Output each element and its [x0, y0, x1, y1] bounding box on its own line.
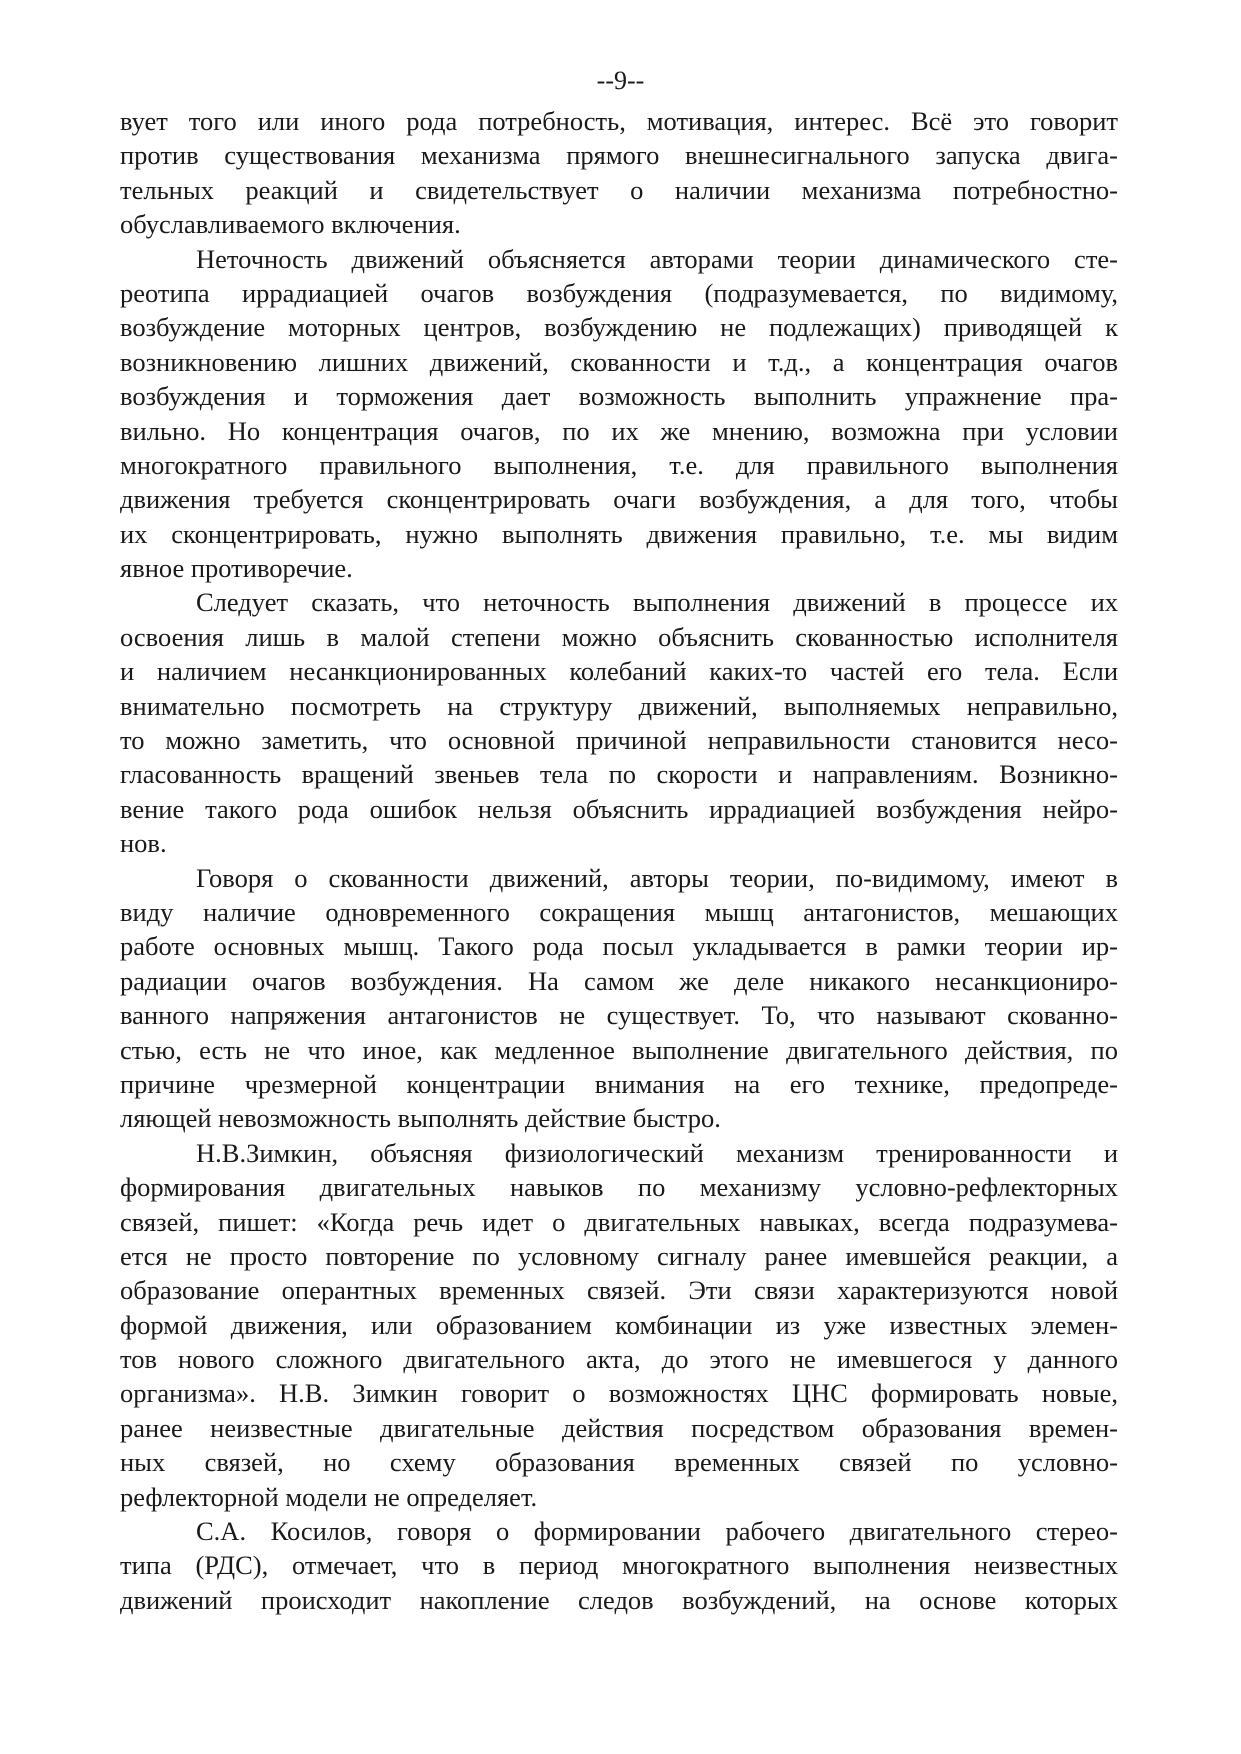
- text-line: тельных реакций и свидетельствует о наличии механизма потребностно-: [120, 174, 1118, 205]
- text-line: виду наличие одновременного сокращения мышц антагонистов, мешающих: [120, 896, 1118, 927]
- text-line: явное противоречие.: [120, 553, 353, 584]
- text-line: реотипа иррадиацией очагов возбуждения (подразумевается, по видимому,: [120, 277, 1118, 308]
- text-line: вение такого рода ошибок нельзя объяснить иррадиацией возбуждения нейро-: [120, 793, 1118, 824]
- text-line: освоения лишь в малой степени можно объяснить скованностью исполнителя: [120, 621, 1118, 652]
- text-line: связей, пишет: «Когда речь идет о двигательных навыках, всегда подразумева-: [120, 1206, 1118, 1237]
- text-line: формирования двигательных навыков по механизму условно-рефлекторных: [120, 1172, 1118, 1203]
- text-line: тов нового сложного двигательного акта, до этого не имевшегося у данного: [120, 1344, 1118, 1375]
- text-line: обуславливаемого включения.: [120, 209, 461, 240]
- text-line: многократного правильного выполнения, т.е. для правильного выполнения: [120, 449, 1118, 480]
- text-line: типа (РДС), отмечает, что в период многократного выполнения неизвестных: [120, 1550, 1118, 1581]
- text-line: радиации очагов возбуждения. На самом же деле никакого несанкциониро-: [120, 965, 1118, 996]
- text-line: нов.: [120, 828, 167, 859]
- body-text: [120, 104, 1118, 1617]
- text-line: возбуждение моторных центров, возбуждению не подлежащих) приводящей к: [120, 312, 1118, 343]
- text-line: С.А. Косилов, говоря о формировании рабочего двигательного стерео-: [196, 1516, 1118, 1547]
- text-line: ванного напряжения антагонистов не существует. То, что называют скованно-: [120, 1000, 1118, 1031]
- text-line: ляющей невозможность выполнять действие быстро.: [120, 1103, 721, 1134]
- text-line: стью, есть не что иное, как медленное выполнение двигательного действия, по: [120, 1034, 1118, 1065]
- text-line: вует того или иного рода потребность, мотивация, интерес. Всё это говорит: [120, 106, 1118, 136]
- text-line: движения требуется сконцентрировать очаги возбуждения, а для того, чтобы: [120, 484, 1118, 515]
- text-line: образование оперантных временных связей. Эти связи характеризуются новой: [120, 1275, 1118, 1306]
- text-line: вильно. Но концентрация очагов, по их же мнению, возможна при условии: [120, 415, 1118, 446]
- text-line: формой движения, или образованием комбинации из уже известных элемен-: [120, 1309, 1118, 1340]
- text-line: возникновению лишних движений, скованности и т.д., а концентрация очагов: [120, 346, 1118, 377]
- text-line: ных связей, но схему образования временных связей по условно-: [120, 1447, 1118, 1478]
- text-line: и наличием несанкционированных колебаний каких-то частей его тела. Если: [120, 656, 1118, 687]
- text-line: движений происходит накопление следов возбуждений, на основе которых: [120, 1584, 1118, 1615]
- text-line: гласованность вращений звеньев тела по скорости и направлениям. Возникно-: [120, 759, 1118, 790]
- text-line: причине чрезмерной концентрации внимания на его технике, предопреде-: [120, 1068, 1118, 1099]
- text-line: Следует сказать, что неточность выполнения движений в процессе их: [196, 587, 1118, 618]
- text-line: то можно заметить, что основной причиной неправильности становится несо-: [120, 725, 1118, 756]
- text-line: их сконцентрировать, нужно выполнять движения правильно, т.е. мы видим: [120, 518, 1118, 549]
- text-line: Говоря о скованности движений, авторы теории, по-видимому, имеют в: [196, 862, 1118, 893]
- text-line: организма». Н.В. Зимкин говорит о возможностях ЦНС формировать новые,: [120, 1378, 1118, 1409]
- text-line: ется не просто повторение по условному сигналу ранее имевшейся реакции, а: [120, 1240, 1118, 1271]
- text-line: ранее неизвестные двигательные действия посредством образования времен-: [120, 1412, 1118, 1443]
- page-number: --9--: [596, 66, 645, 95]
- text-line: Неточность движений объясняется авторами теории динамического сте-: [196, 243, 1118, 274]
- text-line: рефлекторной модели не определяет.: [120, 1481, 538, 1512]
- text-line: Н.В.Зимкин, объясняя физиологический механизм тренированности и: [196, 1137, 1118, 1168]
- text-line: внимательно посмотреть на структуру движений, выполняемых неправильно,: [120, 690, 1118, 721]
- text-line: возбуждения и торможения дает возможность выполнить упражнение пра-: [120, 381, 1118, 412]
- text-line: против существования механизма прямого внешнесигнального запуска двига-: [120, 140, 1118, 171]
- text-line: работе основных мышц. Такого рода посыл укладывается в рамки теории ир-: [120, 931, 1118, 962]
